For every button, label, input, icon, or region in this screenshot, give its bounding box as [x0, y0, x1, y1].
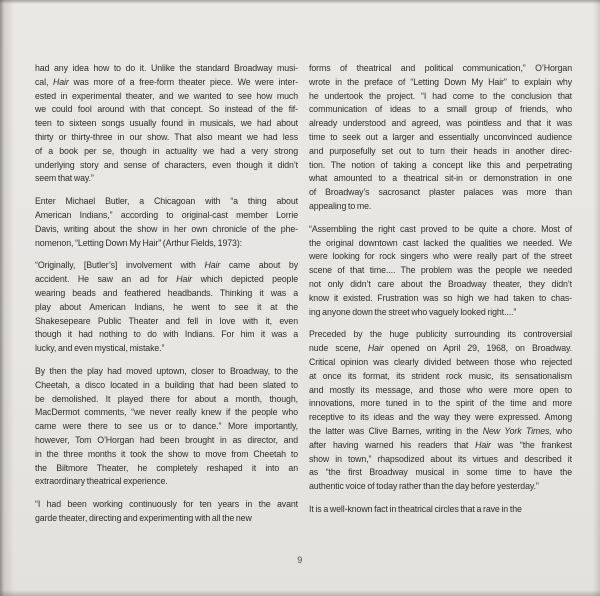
text-line: lucky, and even mystical, mistake.”	[35, 343, 165, 354]
text-line: of Broadway’s sacrosanct plaster palaces was more than	[309, 187, 572, 198]
text-columns	[35, 62, 572, 535]
text-line: after having warned his readers that Hair was “the frankest	[309, 439, 572, 450]
text-line: “I had been working continuously for ten years in the avant	[35, 499, 298, 510]
text-line: time to seek out a larger and essentially unconvinced audience	[309, 131, 572, 142]
text-line: innovations, more tuned in to the spirit of the time and more	[309, 398, 572, 409]
text-line: authentic voice of today rather than the day before yesterday.”	[309, 481, 539, 492]
text-line: had any idea how to do it. Unlike the standard Broadway musi-	[35, 63, 298, 73]
text-line: and mostly its message, and those who were more open to	[309, 384, 572, 395]
text-line: at once its format, its strident rock music, its sensationalism	[309, 370, 572, 381]
text-line: communication of ideas to a small group of friends, who	[309, 104, 572, 115]
text-column-right	[309, 62, 572, 535]
text-line: as “the first Broadway musical in some time to have the	[309, 467, 572, 478]
text-line: and purposefully set out to turn their heads in another direc-	[309, 145, 572, 156]
text-line: thirty or thirty-three in our show. That also meant we had less	[35, 131, 298, 142]
text-line: underlying story and sense of characters, even though it didn’t	[35, 159, 298, 170]
text-line: American Indians,” according to original-cast member Lorrie	[35, 209, 298, 220]
text-line: we could fool around with that concept. So instead of the fif-	[35, 104, 298, 115]
paragraph	[309, 328, 572, 494]
text-line: tion. The notion of taking a concept like this and perpetrating	[309, 159, 572, 170]
text-line: receptive to its ideas and the way they were expressed. Among	[309, 412, 572, 423]
text-line: of a book per se, though in actuality we had a very strong	[35, 145, 298, 156]
text-line: seem that way.”	[35, 173, 94, 184]
text-line: ested in experimental theater, and we wanted to see how much	[35, 90, 298, 101]
text-line: were looking for rock singers who were really part of the street	[309, 251, 572, 262]
text-line: ing anyone down the street who vaguely looked right....”	[309, 306, 517, 317]
text-line: “Originally, [Butler’s] involvement with Hair came about by	[35, 260, 298, 271]
text-line: It is a well-known fact in theatrical circles that a rave in the	[309, 503, 522, 514]
text-line: Preceded by the huge publicity surrounding its controversial	[309, 329, 572, 340]
text-line: be demolished. It played there for about a month, though,	[35, 393, 298, 404]
text-line: he undertook the project. “I had come to the conclusion that	[309, 90, 572, 101]
text-line: the latter was Clive Barnes, writing in the New York Times, who	[309, 425, 572, 436]
text-line: though it had nothing to do with Indians. For him it was a	[35, 329, 298, 340]
bottom-edge-shadow	[0, 590, 600, 596]
top-edge-shadow	[0, 0, 600, 4]
text-line: By then the play had moved uptown, closer to Broadway, to the	[35, 365, 298, 376]
paragraph	[35, 195, 298, 250]
right-edge-shadow	[593, 0, 600, 596]
text-line: Shakesepeare Public Theater and fell in love with it, even	[35, 315, 298, 326]
text-line: extraordinary theatrical experience.	[35, 476, 168, 487]
text-line: Enter Michael Butler, a Chicagoan with “a thing about	[35, 196, 298, 207]
text-line: wrote in the preface of “Letting Down My Hair” to explain why	[309, 76, 572, 87]
paragraph	[309, 223, 572, 320]
text-line: not only didn’t care about the Broadway theater, they didn’t	[309, 278, 572, 289]
text-line: the Biltmore Theater, he completely reshaped it into an	[35, 462, 298, 473]
text-line: wearing beads and feathered headbands. Thinking it was a	[35, 287, 298, 298]
text-line: Davis, writing about the show in her own chronicle of the phe-	[35, 223, 298, 234]
text-line: nude scene, Hair opened on April 29, 1968, on Broadway.	[309, 343, 572, 354]
text-line: appealing to me.	[309, 200, 372, 211]
paragraph	[309, 62, 572, 214]
text-line: play about American Indians, he went to see it at the	[35, 301, 298, 312]
text-line: the original downtown cast lacked the qualities we needed. We	[309, 237, 572, 248]
left-edge-shadow	[0, 0, 14, 596]
page-number: 9	[297, 555, 303, 565]
text-line: accident. He saw an ad for Hair which depicted people	[35, 274, 298, 285]
paragraph	[35, 498, 298, 526]
paragraph	[309, 503, 572, 517]
text-line: what amounted to a theatrical sit-in or demonstration in one	[309, 173, 572, 184]
text-line: in the three months it took the show to move from Cheetah to	[35, 448, 298, 459]
text-line: Critical opinion was clearly divided between those who rejected	[309, 356, 572, 367]
text-line: teen to sixteen songs usually found in musicals, we had about	[35, 118, 298, 129]
text-line: cal, Hair was more of a free-form theater piece. We were inter-	[35, 76, 298, 87]
text-line: however, Tom O’Horgan had been brought in as director, and	[35, 434, 298, 445]
paragraph	[35, 62, 298, 186]
text-line: show in town,” rhapsodized about its virtues and described it	[309, 453, 572, 464]
text-line: know it existed. Frustration was so high we had taken to chas-	[309, 292, 572, 303]
text-column-left	[35, 62, 298, 535]
text-line: Cheetah, a disco located in a building that had been slated to	[35, 379, 298, 390]
paragraph	[35, 365, 298, 489]
text-line: MacDermot comments, “we never really knew if the people who	[35, 407, 298, 418]
text-line: forms of theatrical and political communication,” O’Horgan	[309, 63, 572, 73]
text-line: nomenon, “Letting Down My Hair” (Arthur Fields, 1973):	[35, 237, 242, 248]
text-line: already understood and agreed, was pointless and that it was	[309, 118, 572, 129]
paragraph	[35, 259, 298, 356]
text-line: “Assembling the right cast proved to be quite a chore. Most of	[309, 223, 572, 234]
text-line: came were there to see us or to dance.” More importantly,	[35, 421, 298, 432]
text-line: garde theater, directing and experimenting with all the new	[35, 512, 252, 523]
text-line: scene of that time.... The problem was the people we needed	[309, 265, 572, 276]
